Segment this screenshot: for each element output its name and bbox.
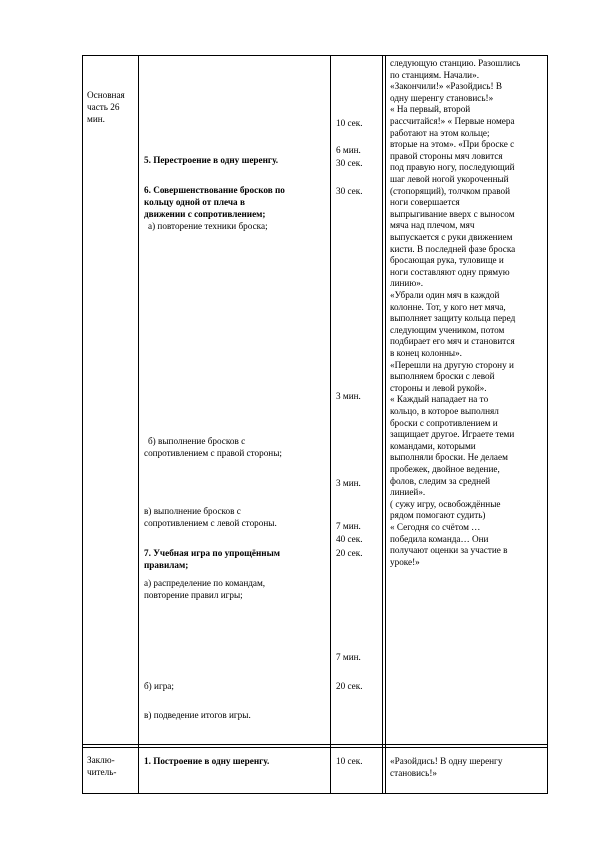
- instruction-line: шаг левой ногой укороченный: [390, 174, 509, 184]
- instruction-line: выпрыгивание вверх с выносом: [390, 208, 515, 219]
- row-divider-double: [82, 747, 548, 748]
- instruction-line: ноги составляют одну прямую: [390, 266, 510, 277]
- col-line-3-double: [385, 55, 386, 794]
- time-value: 7 мин.: [336, 652, 361, 662]
- instruction-line: выполняем броски с левой: [390, 371, 495, 382]
- instruction-line: ноги совершается: [390, 197, 460, 208]
- instruction-line: «Разойдись! В одну шеренгу: [390, 756, 503, 766]
- instruction-line: кольцо, в которое выполнял: [390, 406, 499, 416]
- instruction-line: в конец колонны».: [390, 348, 462, 358]
- instruction-line: выпускается с руки движением: [390, 232, 513, 242]
- time-value: 7 мин.: [336, 521, 361, 531]
- instruction-line: броски с сопротивлением и: [390, 417, 498, 428]
- instruction-line: «Убрали один мяч в каждой: [390, 290, 500, 300]
- time-value: 3 мин.: [336, 478, 361, 488]
- instruction-line: «Закончили!» «Разойдись! В: [390, 81, 502, 92]
- time-value-final: 10 сек.: [336, 756, 363, 766]
- instruction-line: следующую станцию. Разошлись: [390, 58, 521, 68]
- instruction-line: «Перешли на другую сторону и: [390, 359, 514, 370]
- instruction-line: бросающая рука, туловище и: [390, 255, 504, 266]
- instruction-line: ( сужу игру, освобождённые: [390, 498, 501, 509]
- instruction-line: фолов, следим за средней: [390, 475, 491, 486]
- instruction-line: командами, которыми: [390, 440, 476, 451]
- time-value: 40 сек.: [336, 534, 363, 544]
- instruction-line: победила команда… Они: [390, 533, 489, 544]
- instruction-line: работают на этом кольце;: [390, 127, 490, 138]
- col-line-right: [547, 55, 548, 794]
- time-value: 20 сек.: [336, 548, 363, 558]
- instruction-line: « Сегодня со счётом …: [390, 522, 481, 532]
- instruction-line: стороны и левой рукой».: [390, 382, 487, 393]
- instruction-line: вторые на этом». «При броске с: [390, 139, 515, 150]
- instruction-line: выполняли броски. Не делаем: [390, 452, 508, 463]
- col-line-left: [82, 55, 83, 794]
- instruction-line: правой стороны мяч ловится: [390, 150, 503, 161]
- instruction-line: рядом помогают судить): [390, 510, 486, 521]
- content-item-7b: б) игра;: [144, 681, 174, 691]
- instruction-line: подбирает его мяч и становится: [390, 336, 515, 347]
- time-value: 3 мин.: [336, 391, 361, 401]
- instruction-line: (стопорящий), толчком правой: [390, 185, 510, 196]
- content-item-6a: а) повторение техники броска;: [148, 221, 268, 231]
- col-line-2: [330, 55, 331, 794]
- instruction-line: линию».: [390, 278, 424, 289]
- instruction-line: рассчитайся!» « Первые номера: [390, 116, 515, 126]
- time-value: 6 мин.: [336, 145, 361, 155]
- instruction-line: кисти. В последней фазе броска: [390, 243, 516, 254]
- instruction-line: колонне. Тот, у кого нет мяча,: [390, 301, 506, 312]
- instruction-line: по станциям. Начали».: [390, 69, 479, 80]
- instruction-line: « Каждый нападает на то: [390, 394, 489, 405]
- time-value: 30 сек.: [336, 186, 363, 196]
- time-value: 20 сек.: [336, 681, 363, 691]
- content-item-5: 5. Перестроение в одну шеренгу.: [144, 155, 279, 165]
- row-divider: [82, 744, 548, 745]
- instruction-line: пробежек, двойное ведение,: [390, 464, 500, 474]
- time-value: 30 сек.: [336, 158, 363, 168]
- instruction-line: одну шеренгу становись!»: [390, 92, 494, 103]
- col-line-1: [138, 55, 139, 794]
- table-border-top: [82, 55, 548, 56]
- instruction-line: уроке!»: [390, 556, 420, 567]
- instruction-line: линией».: [390, 487, 426, 498]
- instruction-line: получают оценки за участие в: [390, 545, 508, 556]
- instruction-line: становись!»: [390, 767, 437, 778]
- instruction-line: под правую ногу, последующий: [390, 162, 515, 173]
- content-final-1: 1. Построение в одну шеренгу.: [144, 756, 270, 766]
- instruction-line: выполняет защиту кольца перед: [390, 313, 516, 324]
- instruction-line: защищает другое. Играете теми: [390, 429, 515, 440]
- col-line-3: [382, 55, 383, 794]
- instruction-line: мяча над плечом, мяч: [390, 220, 475, 231]
- content-item-7v: в) подведение итогов игры.: [144, 710, 251, 720]
- table-border-bottom: [82, 793, 548, 794]
- instruction-line: « На первый, второй: [390, 104, 471, 115]
- instruction-line: следующим учеником, потом: [390, 324, 505, 335]
- time-value: 10 сек.: [336, 118, 363, 128]
